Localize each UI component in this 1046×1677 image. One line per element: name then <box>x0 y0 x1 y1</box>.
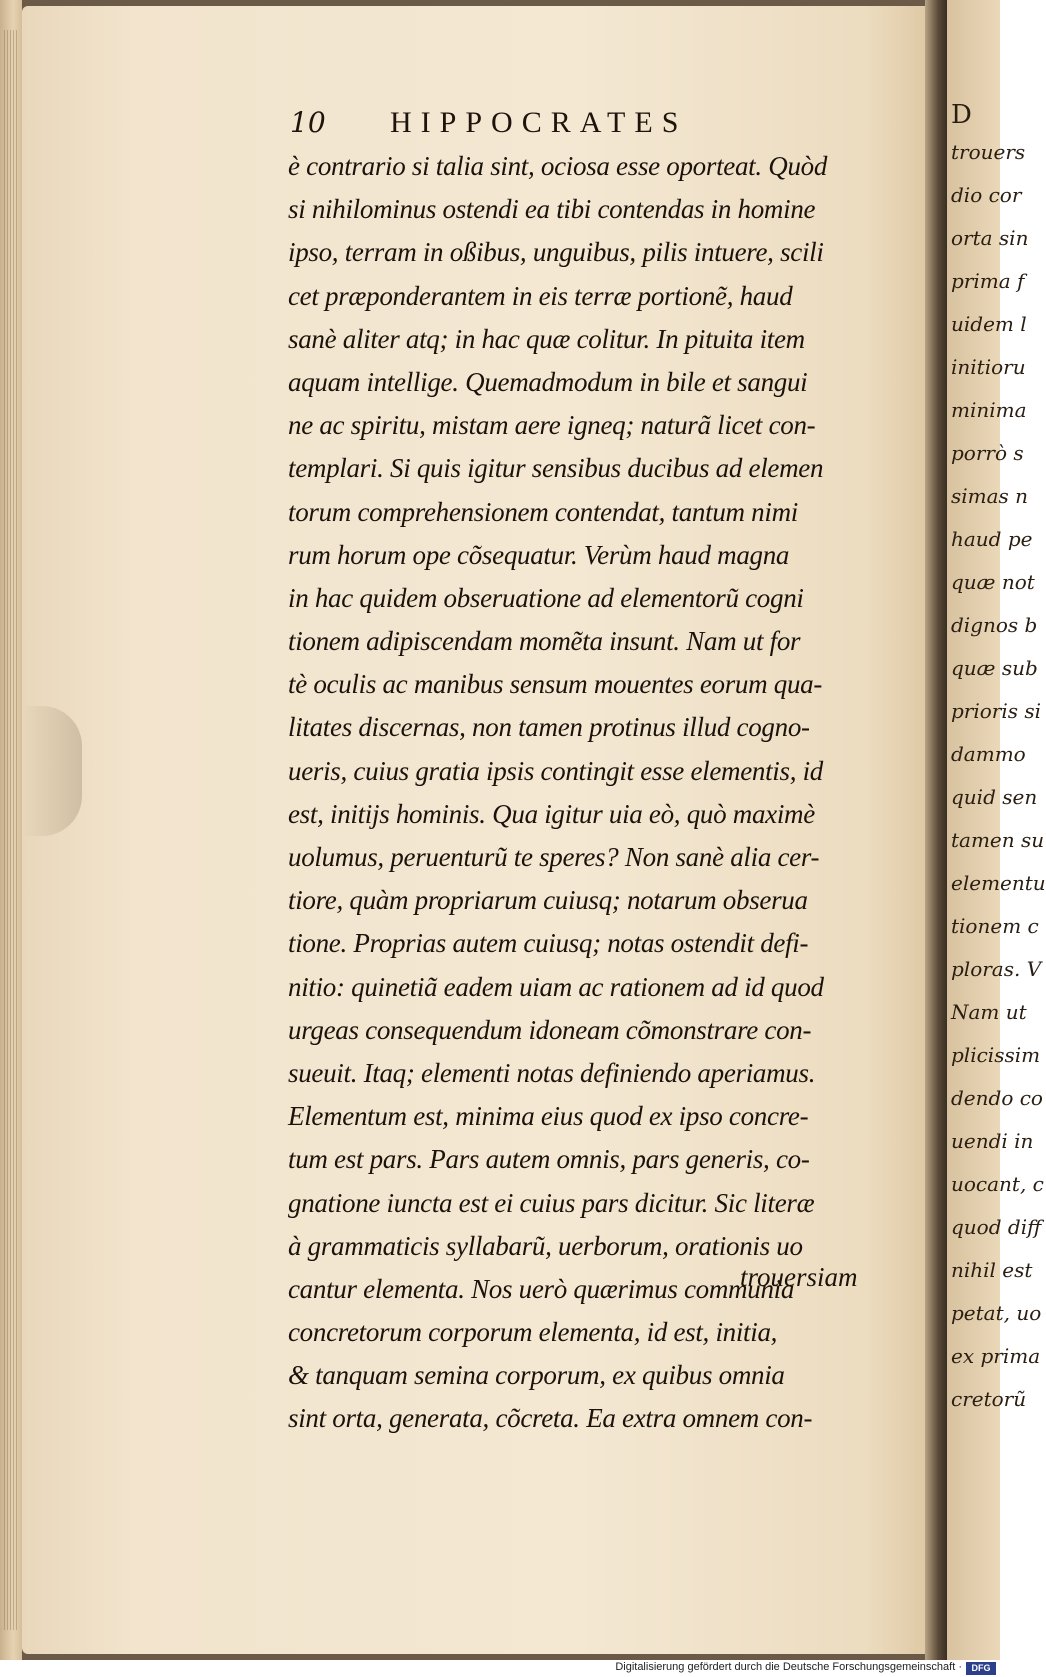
text-line: & tanquam semina corporum, ex quibus omnia <box>288 1360 785 1391</box>
facing-page-line: quæ not <box>951 570 1035 594</box>
catchword: trouersiam <box>740 1262 858 1292</box>
facing-page-line: haud pe <box>951 527 1033 551</box>
facing-page-line: elementu <box>951 871 1046 895</box>
text-line: in hac quidem obseruatione ad elementorũ cogni <box>288 582 804 613</box>
text-line: nitio: quinetiã eadem uiam ac rationem ad id quod <box>288 971 824 1002</box>
text-line: templari. Si quis igitur sensibus ducibus ad elemen <box>288 453 824 484</box>
text-line: est, initijs hominis. Qua igitur uia eò, quò maximè <box>288 798 815 829</box>
text-line: sint orta, generata, cõcreta. Ea extra omnem con- <box>288 1403 813 1434</box>
facing-page-line: minima <box>951 398 1027 422</box>
facing-page-line: prioris si <box>951 699 1042 723</box>
text-line: si nihilominus ostendi ea tibi contendas in homine <box>288 194 816 225</box>
text-line: sueuit. Itaq; elementi notas definiendo aperiamus. <box>288 1057 816 1088</box>
dfg-logo: DFG <box>966 1662 996 1675</box>
text-line: concretorum corporum elementa, id est, initia, <box>288 1317 778 1348</box>
facing-page-line: uidem l <box>951 312 1027 336</box>
text-line: cantur elementa. Nos uerò quærimus communia <box>288 1273 795 1304</box>
facing-page-line: dendo co <box>951 1086 1043 1110</box>
page-fold-shadow <box>22 706 82 836</box>
book-fore-edge <box>0 0 22 1660</box>
facing-page-line: quæ sub <box>951 656 1038 680</box>
facing-page-line: uocant, c <box>951 1172 1044 1196</box>
facing-page-line: dammo <box>951 742 1026 766</box>
text-line: tiore, quàm propriarum cuiusq; notarum obserua <box>288 885 808 916</box>
facing-page-line: D <box>951 100 972 130</box>
facing-page-line: nihil est <box>951 1258 1033 1282</box>
running-title: HIPPOCRATES <box>390 106 688 139</box>
text-line: ipso, terram in oßibus, unguibus, pilis intuere, scili <box>288 237 824 268</box>
facing-page-line: Nam ut <box>951 1000 1027 1024</box>
facing-page-line: dio cor <box>951 183 1022 207</box>
text-line: ne ac spiritu, mistam aere igneq; naturã licet con- <box>288 410 816 441</box>
facing-page-line: dignos b <box>951 613 1038 637</box>
text-line: tum est pars. Pars autem omnis, pars generis, co- <box>288 1144 810 1175</box>
facing-page-line: initioru <box>951 355 1026 379</box>
text-line: à grammaticis syllabarũ, uerborum, orationis uo <box>288 1230 803 1261</box>
facing-page-line: ploras. V <box>951 957 1042 981</box>
text-line: sanè aliter atq; in hac quæ colitur. In pituita item <box>288 323 805 354</box>
text-line: tionem adipiscendam momẽta insunt. Nam ut for <box>288 626 801 657</box>
facing-page-line: plicissim <box>951 1043 1041 1067</box>
text-line: rum horum ope cõsequatur. Verùm haud magna <box>288 539 790 570</box>
facing-page-line: trouers <box>951 140 1026 164</box>
text-line: uolumus, peruenturũ te speres? Non sanè alia cer- <box>288 842 820 872</box>
text-line: gnatione iuncta est ei cuius pars dicitur. Sic literæ <box>288 1187 815 1218</box>
facing-page <box>947 0 1046 1660</box>
facing-page-line: quid sen <box>951 785 1038 809</box>
book-gutter <box>925 0 947 1660</box>
text-line: tè oculis ac manibus sensum mouentes eorum qua- <box>288 669 823 700</box>
facing-page-line: tionem c <box>951 914 1039 938</box>
text-line: tione. Proprias autem cuiusq; notas ostendit defi- <box>288 928 809 959</box>
text-line: è contrario si talia sint, ociosa esse oporteat. Quòd <box>288 151 828 181</box>
facing-page-line: uendi in <box>951 1129 1034 1153</box>
text-line: ueris, cuius gratia ipsis contingit esse elementis, id <box>288 755 824 786</box>
text-line: urgeas consequendum idoneam cõmonstrare con- <box>288 1014 812 1045</box>
text-line: Elementum est, minima eius quod ex ipso concre- <box>288 1101 809 1132</box>
facing-page-line: petat, uo <box>951 1301 1042 1325</box>
text-line: cet præponderantem in eis terræ portionẽ, haud <box>288 280 793 311</box>
facing-page-line: ex prima <box>951 1344 1041 1368</box>
page-number: 10 <box>290 106 326 139</box>
facing-page-line: orta sin <box>951 226 1029 250</box>
facing-page-line: porrò s <box>951 441 1024 465</box>
page-edges <box>4 30 18 1630</box>
main-text-block <box>288 145 863 1441</box>
facing-page-line: simas n <box>951 484 1029 508</box>
digitization-credit: Digitalisierung gefördert durch die Deutsche Forschungsgemeinschaft · <box>615 1661 962 1673</box>
text-line: torum comprehensionem contendat, tantum nimi <box>288 496 798 527</box>
running-head <box>290 106 760 146</box>
facing-page-line: tamen su <box>951 828 1045 852</box>
facing-page-line: cretorũ <box>951 1387 1027 1411</box>
text-line: litates discernas, non tamen protinus illud cogno- <box>288 712 810 743</box>
facing-page-line: quod diff <box>951 1215 1042 1239</box>
text-line: aquam intellige. Quemadmodum in bile et sangui <box>288 366 808 397</box>
facing-page-line: prima f <box>951 269 1025 293</box>
